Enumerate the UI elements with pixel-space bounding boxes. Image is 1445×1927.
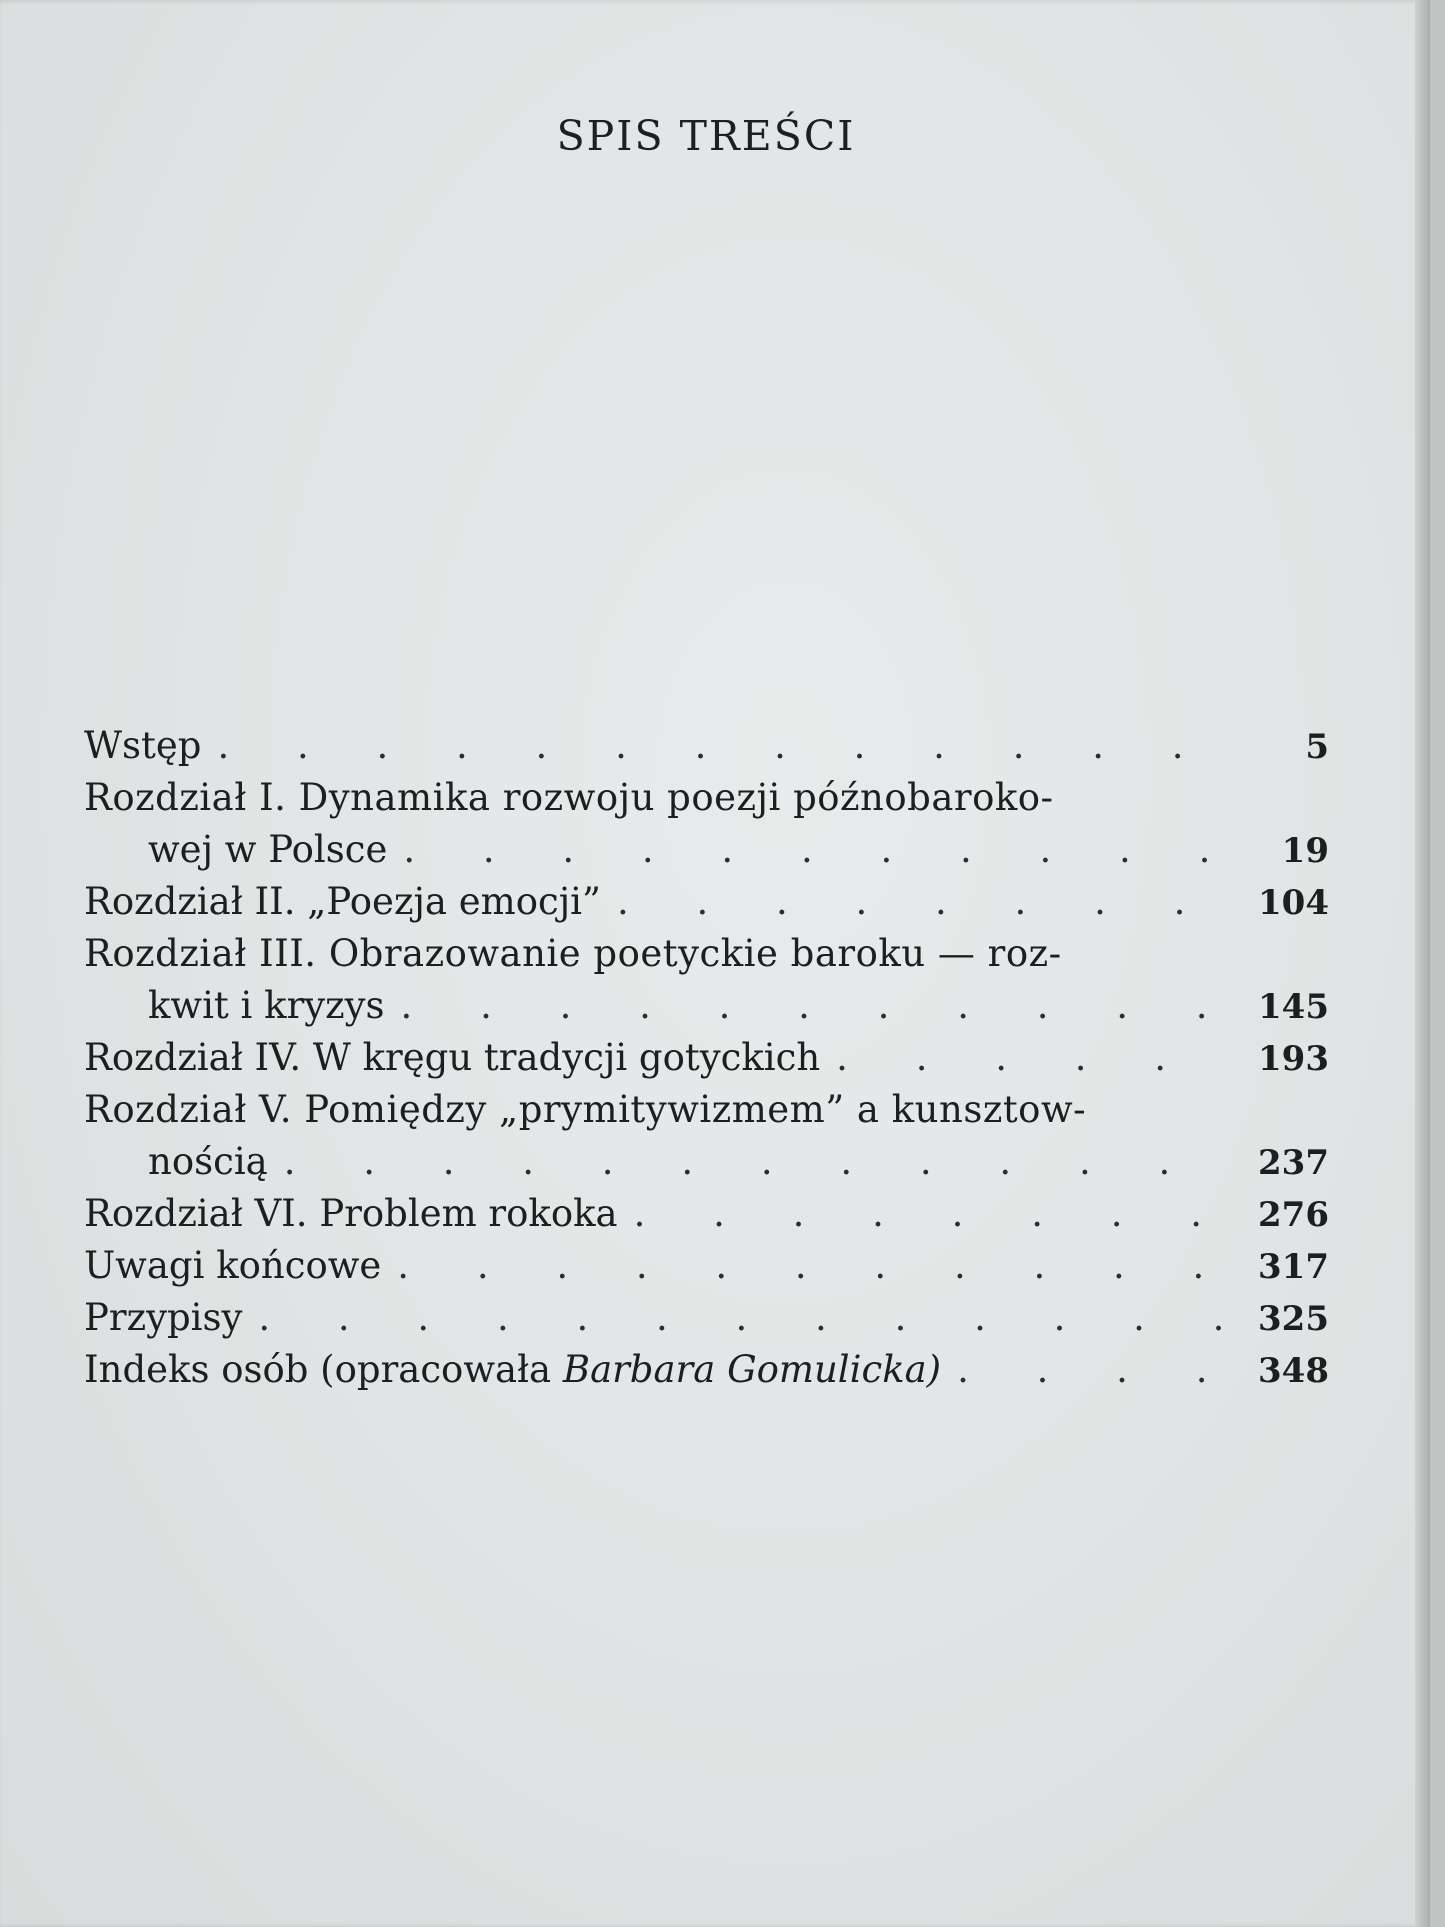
toc-entry-chapter-5 (84, 1084, 1329, 1188)
toc-page-number: 19 (1281, 831, 1329, 871)
toc-page-number: 325 (1258, 1299, 1329, 1339)
toc-entry-index (84, 1344, 1329, 1396)
toc-page-number: 145 (1258, 987, 1329, 1027)
leader-dots (217, 720, 1233, 772)
leader-dots (401, 980, 1233, 1032)
toc-page-number: 348 (1258, 1351, 1329, 1391)
page-edge (1415, 0, 1430, 1927)
leader-dots (258, 1292, 1233, 1344)
toc-entry-label: Rozdział I. Dynamika rozwoju poezji późnobaroko- (84, 776, 1054, 819)
leader-dots (634, 1188, 1233, 1240)
leader-dots (403, 824, 1233, 876)
toc-entry-label: Rozdział IV. W kręgu tradycji gotyckich (84, 1036, 821, 1079)
toc-entry-label: Rozdział VI. Problem rokoka (84, 1192, 618, 1235)
leader-dots (836, 1032, 1233, 1084)
toc-page-number: 5 (1305, 727, 1329, 767)
toc-entry-chapter-1 (84, 772, 1329, 876)
toc-entry-label: Przypisy (84, 1296, 243, 1339)
toc-page-number: 104 (1258, 883, 1329, 923)
leader-dots (957, 1344, 1233, 1396)
toc-entry-label: Uwagi końcowe (84, 1244, 382, 1287)
toc-entry-label (84, 1344, 941, 1396)
toc-entry-chapter-2 (84, 876, 1329, 928)
toc-entry-label: Rozdział V. Pomiędzy „prymitywizmem” a kunsztow- (84, 1088, 1087, 1131)
toc-entry-label-continued: wej w Polsce (148, 828, 388, 871)
toc-entry-label-continued: nością (148, 1140, 268, 1183)
toc-page-number: 193 (1258, 1039, 1329, 1079)
toc-entry-label-continued: kwit i kryzys (148, 984, 385, 1027)
table-of-contents (84, 720, 1329, 1396)
leader-dots (397, 1240, 1233, 1292)
toc-entry-label-italic: Barbara Gomulicka) (562, 1348, 942, 1391)
toc-entry-label-text: Indeks osób (opracowała (84, 1348, 563, 1391)
toc-entry-label: Wstęp (84, 724, 202, 767)
leader-dots (617, 876, 1233, 928)
toc-entry-label: Rozdział II. „Poezja emocji” (84, 880, 601, 923)
toc-entry-chapter-4 (84, 1032, 1329, 1084)
toc-entry-footnotes (84, 1292, 1329, 1344)
page-title: SPIS TREŚCI (556, 112, 856, 160)
toc-entry-wstep (84, 720, 1329, 772)
toc-page-number: 317 (1258, 1247, 1329, 1287)
toc-page-number: 276 (1258, 1195, 1329, 1235)
leader-dots (284, 1136, 1233, 1188)
toc-entry-label: Rozdział III. Obrazowanie poetyckie baroku — roz- (84, 932, 1062, 975)
toc-entry-final-remarks (84, 1240, 1329, 1292)
toc-entry-chapter-3 (84, 928, 1329, 1032)
toc-page-number: 237 (1258, 1143, 1329, 1183)
toc-entry-chapter-6 (84, 1188, 1329, 1240)
